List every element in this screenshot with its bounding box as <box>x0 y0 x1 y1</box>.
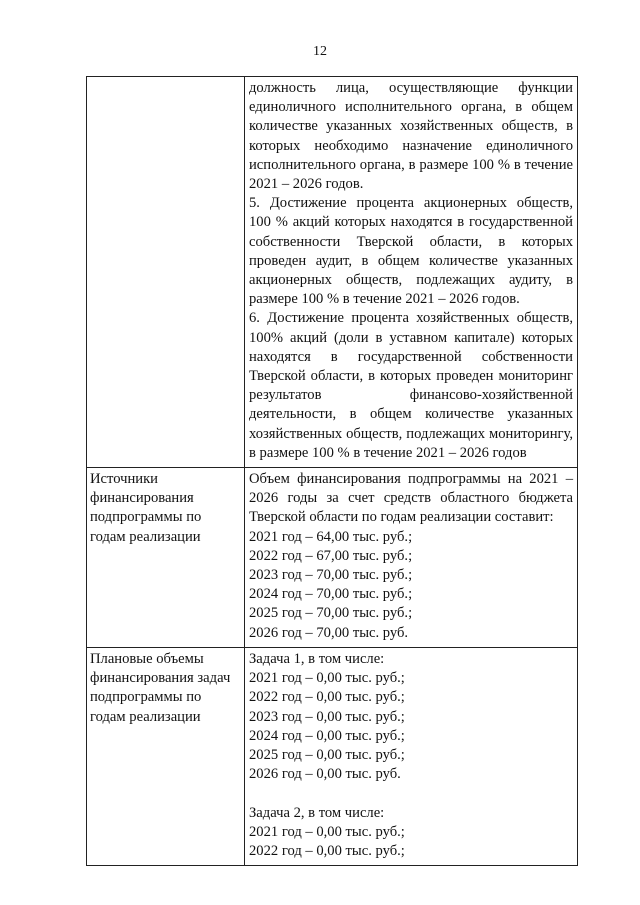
funding-year-line: 2023 год – 70,00 тыс. руб.; <box>249 567 413 584</box>
table-row-indicators <box>87 77 578 468</box>
funding-year-line: 2022 год – 67,00 тыс. руб.; <box>249 547 413 564</box>
task1-year-line: 2025 год – 0,00 тыс. руб.; <box>249 746 405 763</box>
task1-year-line: 2021 год – 0,00 тыс. руб.; <box>249 670 405 687</box>
task2-heading: Задача 2, в том числе: <box>249 804 385 821</box>
row-label-empty <box>87 77 245 468</box>
spacer <box>249 784 573 803</box>
indicator-paragraph: должность лица, осуществляющие функции единоличного исполнительного органа, в общем количестве указанных хозяйственных обществ, в которых необходимо назначение единоличного исполнительного органа, в размере 100 % в течение 2021 – 2026 годов. <box>249 80 573 193</box>
indicator-paragraph: 6. Достижение процента хозяйственных обществ, 100% акций (доли в уставном капитале) которых находятся в государственной собственности Тверской области, в которых проведен мониторинг результатов финансово-хозяйственной деятельности, в общем количестве указанных хозяйственных обществ, подлежащих мониторингу, в размере 100 % в течение 2021 – 2026 годов <box>249 310 573 461</box>
indicators-cell <box>245 77 578 468</box>
task2-year-line: 2022 год – 0,00 тыс. руб.; <box>249 842 405 859</box>
funding-year-line: 2025 год – 70,00 тыс. руб.; <box>249 605 413 622</box>
funding-intro: Объем финансирования подпрограммы на 2021 – 2026 годы за счет средств областного бюджета Тверской области по годам реализации составит: <box>249 471 573 526</box>
funding-sources-label: Источники финансирования подпрограммы по годам реализации <box>87 468 245 648</box>
table-row-funding-sources <box>87 468 578 648</box>
task-funding-label: Плановые объемы финансирования задач подпрограммы по годам реализации <box>87 647 245 865</box>
task1-year-line: 2022 год – 0,00 тыс. руб.; <box>249 689 405 706</box>
task1-heading: Задача 1, в том числе: <box>249 650 385 667</box>
funding-sources-cell <box>245 468 578 648</box>
funding-year-line: 2024 год – 70,00 тыс. руб.; <box>249 586 413 603</box>
page-number: 12 <box>313 44 327 59</box>
task1-year-line: 2026 год – 0,00 тыс. руб. <box>249 766 401 783</box>
subprogram-passport-table <box>86 76 578 866</box>
table-row-task-funding <box>87 647 578 865</box>
task-funding-cell <box>245 647 578 865</box>
funding-year-line: 2026 год – 70,00 тыс. руб. <box>249 624 409 641</box>
task1-year-line: 2024 год – 0,00 тыс. руб.; <box>249 727 405 744</box>
indicator-paragraph: 5. Достижение процента акционерных обществ, 100 % акций которых находятся в государственной собственности Тверской области, в которых проведен аудит, в общем количестве указанных акционерных обществ, подлежащих аудиту, в размере 100 % в течение 2021 – 2026 годов. <box>249 195 573 308</box>
task2-year-line: 2021 год – 0,00 тыс. руб.; <box>249 823 405 840</box>
task1-year-line: 2023 год – 0,00 тыс. руб.; <box>249 708 405 725</box>
funding-year-line: 2021 год – 64,00 тыс. руб.; <box>249 528 413 545</box>
